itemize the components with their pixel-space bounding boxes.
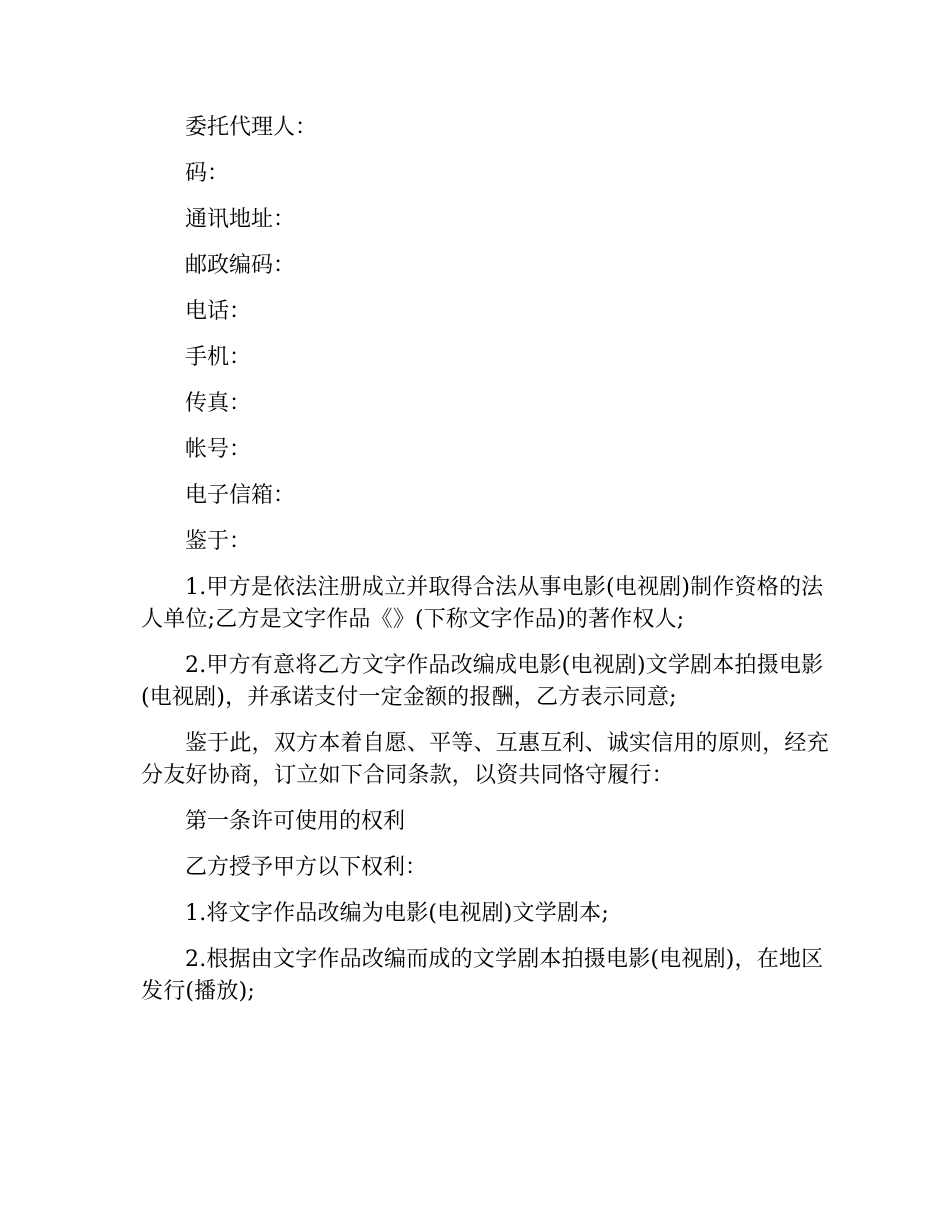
article-title: 第一条许可使用的权利 [185,809,406,834]
document-body [141,112,831,1022]
whereas-conclusion: 鉴于此，双方本着自愿、平等、互惠互利、诚实信用的原则，经充分友好协商，订立如下合同条款，以资共同恪守履行： [141,731,829,788]
field-code: 码： [185,161,230,186]
grant-item-1: 1.将文字作品改编为电影(电视剧)文学剧本; [185,901,609,926]
field-agent: 委托代理人： [185,115,318,140]
whereas-heading: 鉴于： [185,529,252,554]
field-fax: 传真： [185,391,252,416]
field-account: 帐号： [185,437,252,462]
field-postcode: 邮政编码： [185,253,296,278]
field-mobile: 手机： [185,345,252,370]
whereas-item-1: 1.甲方是依法注册成立并取得合法从事电影(电视剧)制作资格的法人单位;乙方是文字作品《》(下称文字作品)的著作权人; [141,575,824,632]
field-phone: 电话： [185,299,252,324]
whereas-item-2: 2.甲方有意将乙方文字作品改编成电影(电视剧)文学剧本拍摄电影(电视剧)，并承诺支付一定金额的报酬，乙方表示同意; [141,653,824,710]
grant-intro: 乙方授予甲方以下权利： [185,855,428,880]
field-email: 电子信箱： [185,483,296,508]
grant-item-2: 2.根据由文字作品改编而成的文学剧本拍摄电影(电视剧)，在地区发行(播放); [141,947,824,1004]
field-address: 通讯地址： [185,207,296,232]
